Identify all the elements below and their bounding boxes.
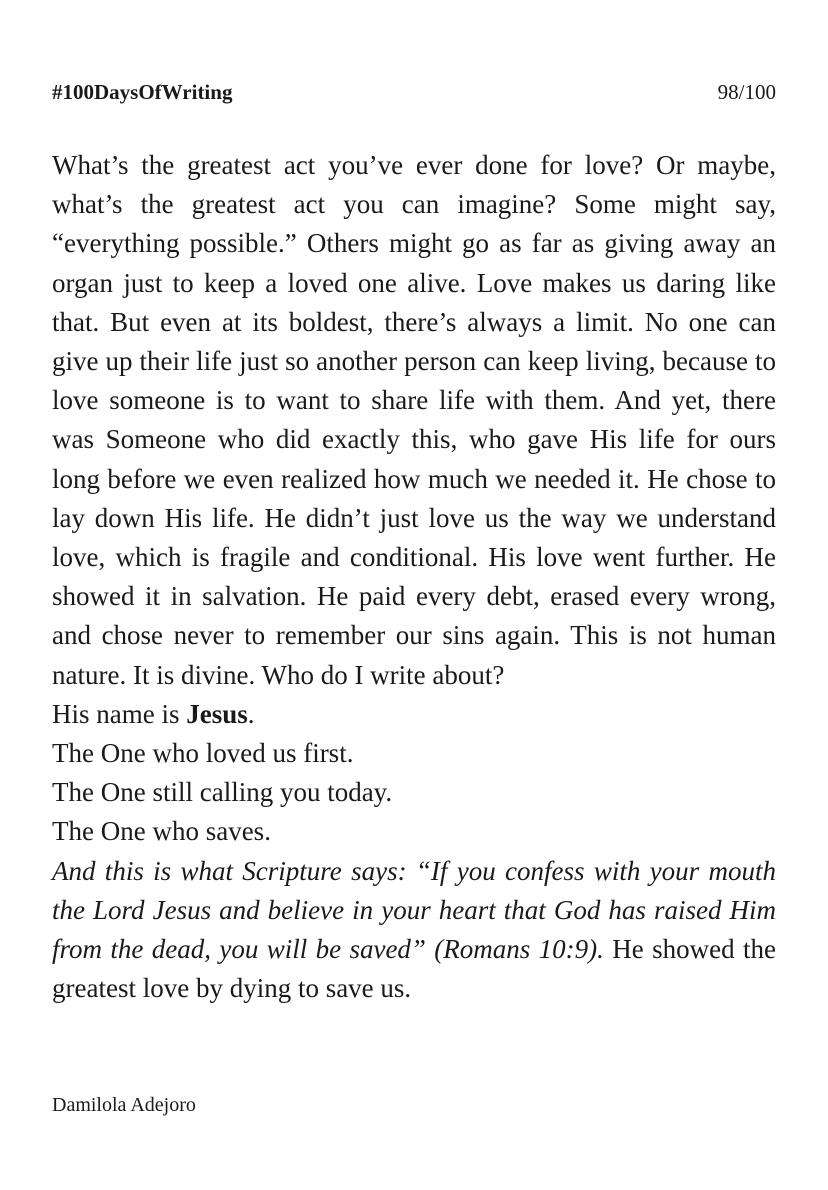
line-who-saves: The One who saves. [52,816,271,847]
day-counter: 98/100 [717,80,776,104]
closing-sentence: He showed the greatest love by dying to save us. [52,934,777,1004]
name-line-suffix: . [247,698,255,729]
main-paragraph: What’s the greatest act you’ve ever done for love? Or maybe, what’s the greatest act you can imagine? Some might say, “everything possible.” Others might go as far as giving away an organ just to keep a loved one alive. Love makes us daring like that. But even at its boldest, there’s always a limit. No one can give up their life just so another person can keep living, because to love someone is to want to share life with them. And yet, there was Someone who did exactly this, who gave His life for ours long before we even realized how much we needed it. He chose to lay down His life. He didn’t just love us the way we understand love, which is fragile and conditional. His love went further. He showed it in salvation. He paid every debt, erased every wrong, and chose never to remember our sins again. This is not human nature. It is divine. Who do I write about? [52,150,776,690]
line-loved-first: The One who loved us first. [52,738,354,769]
name-line-prefix: His name is [52,698,187,729]
page-header [52,80,776,105]
scripture-quote: And this is what Scripture says: “If you confess with your mouth the Lord Jesus and believe in your heart that God has raised Him from the dead, you will be saved” (Romans 10:9). [52,855,776,965]
scripture-paragraph [52,852,776,1009]
author-signature: Damilola Adejoro [52,1094,196,1116]
name-line [52,695,776,734]
hashtag-title: #100DaysOfWriting [52,80,233,104]
essay-body [52,146,776,1008]
line-still-calling: The One still calling you today. [52,777,393,808]
name-jesus: Jesus [186,698,248,729]
